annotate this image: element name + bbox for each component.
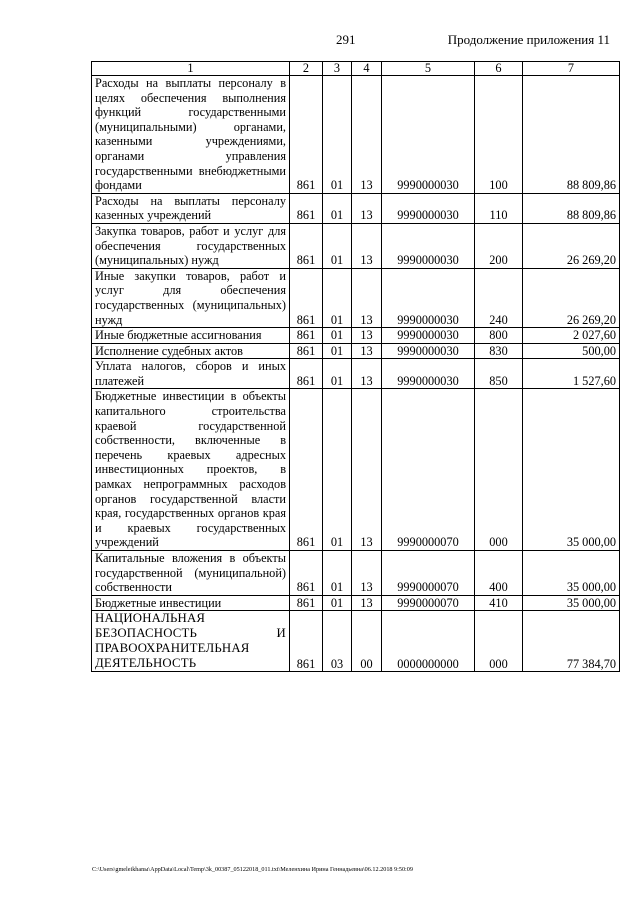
ministry-code: 861	[290, 76, 323, 194]
expense-name: Иные закупки товаров, работ и услуг для обеспечения государственных (муниципальных) нужд	[92, 268, 290, 327]
table-row	[92, 389, 620, 551]
section-code: 01	[323, 551, 352, 596]
amount: 26 269,20	[523, 223, 620, 268]
expense-type-code: 000	[475, 611, 523, 672]
amount: 2 027,60	[523, 328, 620, 344]
subsection-code: 13	[352, 389, 382, 551]
section-code: 03	[323, 611, 352, 672]
target-article-code: 9990000070	[382, 551, 475, 596]
subsection-code: 13	[352, 595, 382, 611]
subsection-code: 13	[352, 328, 382, 344]
section-code: 01	[323, 595, 352, 611]
expense-name: Расходы на выплаты персоналу казенных учреждений	[92, 193, 290, 223]
table-row	[92, 193, 620, 223]
ministry-code: 861	[290, 343, 323, 359]
column-header: 3	[323, 62, 352, 76]
expense-type-code: 200	[475, 223, 523, 268]
page-number: 291	[336, 32, 356, 47]
expense-type-code: 830	[475, 343, 523, 359]
table-row	[92, 328, 620, 344]
expense-type-code: 800	[475, 328, 523, 344]
target-article-code: 9990000070	[382, 389, 475, 551]
amount: 35 000,00	[523, 389, 620, 551]
amount: 88 809,86	[523, 76, 620, 194]
amount: 35 000,00	[523, 595, 620, 611]
expense-name: Закупка товаров, работ и услуг для обеспечения государственных (муниципальных) нужд	[92, 223, 290, 268]
section-code: 01	[323, 389, 352, 551]
subsection-code: 13	[352, 551, 382, 596]
target-article-code: 0000000000	[382, 611, 475, 672]
budget-table	[91, 61, 620, 672]
column-header: 4	[352, 62, 382, 76]
column-header: 2	[290, 62, 323, 76]
expense-type-code: 100	[475, 76, 523, 194]
table-header-row	[92, 62, 620, 76]
subsection-code: 13	[352, 223, 382, 268]
expense-type-code: 000	[475, 389, 523, 551]
expense-name: Иные бюджетные ассигнования	[92, 328, 290, 344]
ministry-code: 861	[290, 595, 323, 611]
table-row	[92, 76, 620, 194]
target-article-code: 9990000030	[382, 343, 475, 359]
section-code: 01	[323, 76, 352, 194]
table-row	[92, 343, 620, 359]
target-article-code: 9990000030	[382, 359, 475, 389]
column-header: 7	[523, 62, 620, 76]
subsection-code: 13	[352, 359, 382, 389]
target-article-code: 9990000030	[382, 193, 475, 223]
target-article-code: 9990000030	[382, 328, 475, 344]
amount: 1 527,60	[523, 359, 620, 389]
table-row	[92, 223, 620, 268]
expense-name: Исполнение судебных актов	[92, 343, 290, 359]
expense-type-code: 850	[475, 359, 523, 389]
ministry-code: 861	[290, 328, 323, 344]
section-name: НАЦИОНАЛЬНАЯ БЕЗОПАСНОСТЬ И ПРАВООХРАНИТЕЛЬНАЯ ДЕЯТЕЛЬНОСТЬ	[92, 611, 290, 672]
ministry-code: 861	[290, 389, 323, 551]
expense-name: Бюджетные инвестиции	[92, 595, 290, 611]
subsection-code: 13	[352, 76, 382, 194]
appendix-continuation-label: Продолжение приложения 11	[447, 32, 610, 47]
column-header: 1	[92, 62, 290, 76]
column-header: 5	[382, 62, 475, 76]
subsection-code: 00	[352, 611, 382, 672]
section-code: 01	[323, 193, 352, 223]
table-row	[92, 595, 620, 611]
expense-name: Уплата налогов, сборов и иных платежей	[92, 359, 290, 389]
table-row-section	[92, 611, 620, 672]
expense-type-code: 110	[475, 193, 523, 223]
expense-type-code: 240	[475, 268, 523, 327]
expense-name: Бюджетные инвестиции в объекты капитального строительства краевой государственной собственности, включенные в перечень краевых адресных инвестиционных проектов, в рамках непрограммных расходов органов государственной власти края, государственных органов края и краевых государственных учреждений	[92, 389, 290, 551]
ministry-code: 861	[290, 223, 323, 268]
ministry-code: 861	[290, 611, 323, 672]
column-header: 6	[475, 62, 523, 76]
target-article-code: 9990000030	[382, 223, 475, 268]
section-code: 01	[323, 268, 352, 327]
amount: 77 384,70	[523, 611, 620, 672]
subsection-code: 13	[352, 343, 382, 359]
table-row	[92, 268, 620, 327]
table-row	[92, 551, 620, 596]
table-row	[92, 359, 620, 389]
section-code: 01	[323, 343, 352, 359]
expense-type-code: 410	[475, 595, 523, 611]
expense-name: Капитальные вложения в объекты государственной (муниципальной) собственности	[92, 551, 290, 596]
ministry-code: 861	[290, 551, 323, 596]
target-article-code: 9990000030	[382, 268, 475, 327]
target-article-code: 9990000070	[382, 595, 475, 611]
expense-name: Расходы на выплаты персоналу в целях обеспечения выполнения функций государственными (муниципальными) органами, казенными учреждениями, органами управления государственными внебюджетными фондами	[92, 76, 290, 194]
ministry-code: 861	[290, 193, 323, 223]
amount: 35 000,00	[523, 551, 620, 596]
amount: 26 269,20	[523, 268, 620, 327]
file-path-footer: C:\Users\gmeleikhanы\AppData\Local\Temp\3k_00387_05122018_011.txt\Меленхина Ирина Геннадьевна\06.12.2018 9:50:09	[92, 866, 413, 873]
subsection-code: 13	[352, 193, 382, 223]
ministry-code: 861	[290, 359, 323, 389]
subsection-code: 13	[352, 268, 382, 327]
section-code: 01	[323, 223, 352, 268]
amount: 88 809,86	[523, 193, 620, 223]
section-code: 01	[323, 359, 352, 389]
section-code: 01	[323, 328, 352, 344]
expense-type-code: 400	[475, 551, 523, 596]
ministry-code: 861	[290, 268, 323, 327]
target-article-code: 9990000030	[382, 76, 475, 194]
amount: 500,00	[523, 343, 620, 359]
